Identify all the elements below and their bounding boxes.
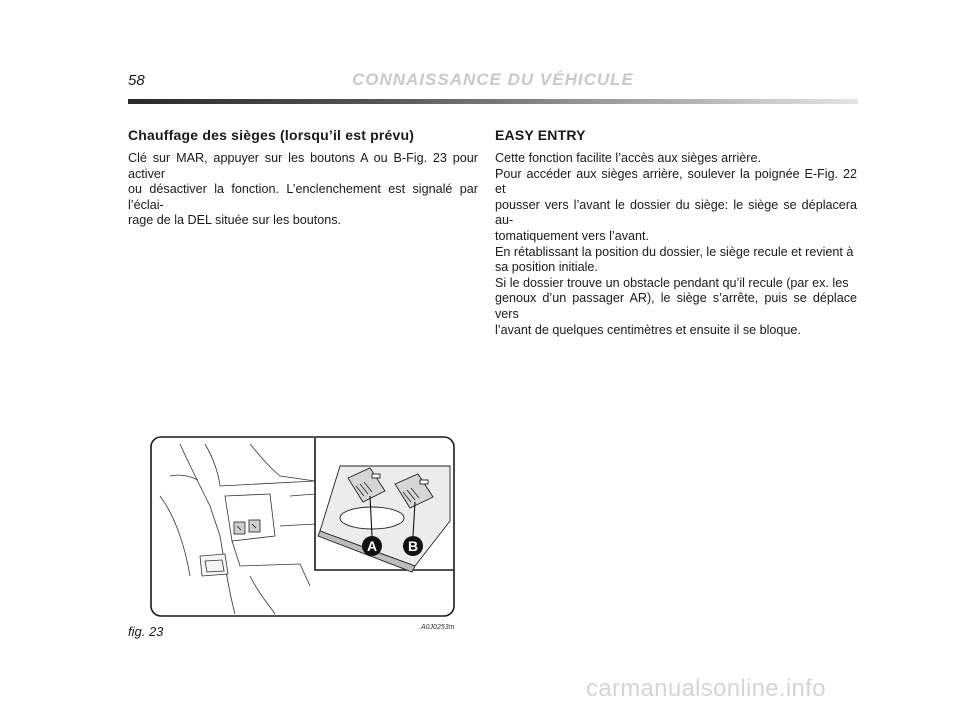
text-line: Clé sur MAR, appuyer sur les boutons A ou B-Fig. 23 pour activer bbox=[128, 151, 478, 181]
text-line: tomatiquement vers l’avant. bbox=[495, 228, 649, 243]
right-column bbox=[495, 127, 857, 338]
text-line: En rétablissant la position du dossier, le siège recule et revient à bbox=[495, 244, 854, 259]
figure-caption: fig. 23 bbox=[128, 624, 164, 639]
label-a: A bbox=[366, 538, 378, 554]
text-line: Si le dossier trouve un obstacle pendant qu’il recule (par ex. les bbox=[495, 275, 849, 290]
text-line: pousser vers l’avant le dossier du siège: le siège se déplacera au- bbox=[495, 197, 857, 228]
header-rule bbox=[128, 99, 858, 104]
figure-code: A0J0253m bbox=[421, 624, 455, 631]
callout-a bbox=[362, 536, 382, 556]
watermark: carmanualsonline.info bbox=[586, 675, 826, 702]
text-line: sa position initiale. bbox=[495, 260, 598, 275]
text-line: genoux d’un passager AR), le siège s’arrête, puis se déplace vers bbox=[495, 291, 857, 321]
figure-23-illustration bbox=[150, 436, 455, 617]
seat-heating-text bbox=[128, 151, 478, 229]
label-b: B bbox=[407, 538, 419, 554]
seat-heating-heading: Chauffage des sièges (lorsqu’il est prévu) bbox=[128, 127, 415, 143]
page-number: 58 bbox=[128, 72, 145, 89]
text-line: l’avant de quelques centimètres et ensuite il se bloque. bbox=[495, 322, 801, 337]
text-line: Cette fonction facilite l’accès aux sièges arrière. bbox=[495, 151, 761, 165]
left-column bbox=[128, 127, 478, 229]
callout-b bbox=[403, 536, 423, 556]
text-line: rage de la DEL située sur les boutons. bbox=[128, 213, 342, 228]
easy-entry-heading: EASY ENTRY bbox=[495, 127, 586, 143]
section-title: CONNAISSANCE DU VÉHICULE bbox=[352, 70, 634, 89]
text-line: ou désactiver la fonction. L’enclenchement est signalé par l’éclai- bbox=[128, 182, 478, 212]
easy-entry-text bbox=[495, 151, 857, 338]
text-line: Pour accéder aux sièges arrière, soulever la poignée E-Fig. 22 et bbox=[495, 166, 857, 197]
